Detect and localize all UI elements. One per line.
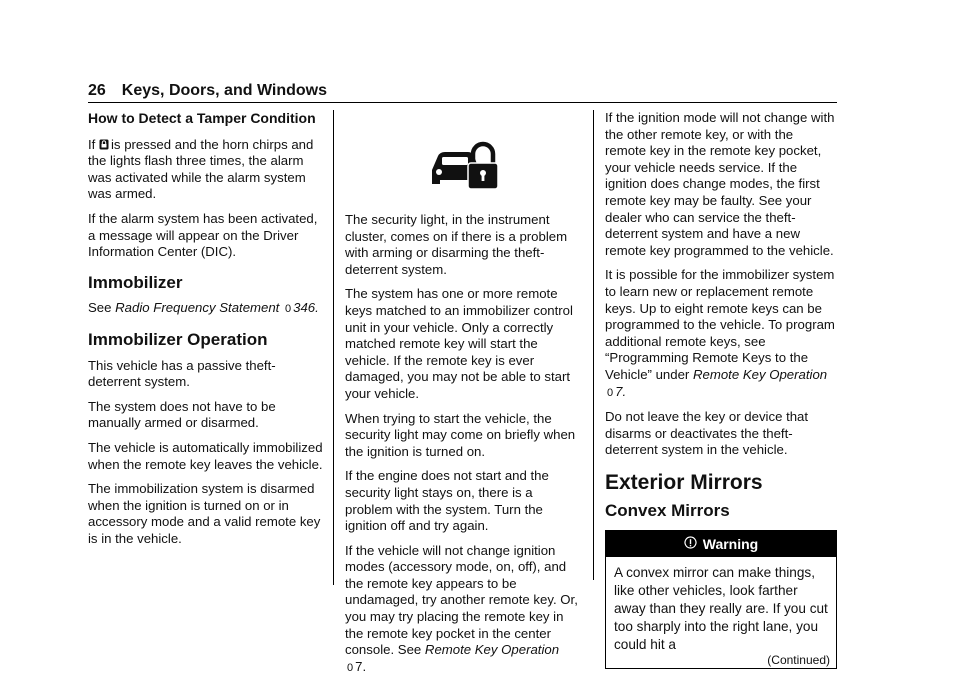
see-ref-link[interactable]: Radio Frequency Statement	[115, 300, 280, 316]
security-p5	[345, 543, 581, 677]
exterior-mirrors-heading: Exterior Mirrors	[605, 470, 763, 494]
tamper-paragraph	[88, 137, 324, 203]
security-p1: The security light, in the instrument cluster, comes on if there is a problem with arming or disarming the theft-deterrent system.	[345, 212, 568, 277]
security-p5-text: If the vehicle will not change ignition modes (accessory mode, on, off), and the remote key appears to be undamaged, try another remote key. Or, you may try placing the remote key in the remote key pocket in the center console. See	[345, 542, 578, 658]
column-divider	[333, 110, 334, 585]
warning-header	[606, 531, 836, 557]
warning-text: A convex mirror can make things, like other vehicles, look farther away than they really are. If you cut too sharply into the right lane, you could hit a	[614, 564, 828, 653]
operation-p3: The vehicle is automatically immobilized when the remote key leaves the vehicle.	[88, 439, 323, 472]
activated-paragraph: If the alarm system has been activated, a message will appear on the Driver Information Center (DIC).	[88, 210, 318, 260]
page-ref-arrow-icon: 0	[285, 303, 292, 316]
page-header	[88, 82, 327, 100]
remote-lock-icon	[99, 139, 109, 150]
column-divider	[593, 110, 594, 580]
program-keys-paragraph	[605, 267, 837, 401]
immobilizer-operation-heading: Immobilizer Operation	[88, 329, 268, 349]
operation-p2: The system does not have to be manually armed or disarmed.	[88, 398, 276, 431]
section-title: Keys, Doors, and Windows	[121, 82, 328, 99]
security-light-icon	[428, 140, 498, 192]
warning-title: Warning	[702, 536, 759, 553]
header-rule	[88, 102, 837, 103]
immobilizer-heading: Immobilizer	[88, 272, 183, 292]
tamper-pre: If	[88, 136, 96, 152]
continued-label: (Continued)	[767, 652, 830, 667]
security-p2: The system has one or more remote keys matched to an immobilizer control unit in your vehicle. Only a correctly matched remote key will start the vehicle. If the remote key is ever damaged, you may not be able to start your vehicle.	[345, 286, 573, 401]
operation-p4: The immobilization system is disarmed when the ignition is turned on or in accessory mode and a valid remote key is in the vehicle.	[88, 481, 321, 546]
see-reference: See Radio Frequency Statement 0 346.	[88, 300, 324, 318]
remote-key-operation-link[interactable]: Remote Key Operation	[424, 642, 560, 658]
see-ref-page[interactable]: 346	[293, 300, 316, 316]
page-ref-arrow-icon: 0	[607, 386, 614, 399]
security-p4: If the engine does not start and the security light stays on, there is a problem with the system. Turn the ignition off and try again.	[345, 468, 549, 534]
leave-key-paragraph: Do not leave the key or device that disarms or deactivates the theft-deterrent system in the vehicle.	[605, 409, 809, 458]
tamper-heading: How to Detect a Tamper Condition	[88, 110, 316, 126]
column-2	[345, 110, 581, 684]
program-keys-text: It is possible for the immobilizer system to learn new or replacement remote keys. Up to eight remote keys can be programmed to the vehicle. To program additional remote keys, see “Programming Remote Keys to the Vehicle” under	[605, 267, 835, 382]
page-ref-arrow-icon: 0	[347, 661, 354, 674]
see-prefix: See	[88, 300, 112, 316]
tamper-post: is pressed and the horn chirps and the lights flash three times, the alarm was activated while the alarm system was armed.	[88, 136, 314, 202]
program-keys-page[interactable]: 7.	[615, 383, 627, 399]
security-p5-page[interactable]: 7.	[355, 658, 367, 674]
warning-icon	[684, 536, 697, 549]
security-p3: When trying to start the vehicle, the security light may come on briefly when the ignition is turned on.	[345, 410, 576, 459]
operation-p1: This vehicle has a passive theft-deterrent system.	[88, 357, 276, 390]
warning-box	[605, 530, 837, 669]
column-3	[605, 110, 837, 669]
column-1	[88, 110, 324, 555]
page-number: 26	[88, 82, 106, 99]
service-paragraph: If the ignition mode will not change with the other remote key, or with the remote key in the remote key pocket, your vehicle needs service. If the ignition does change modes, the first remote key may be faulty. See your dealer who can service the theft-deterrent system and have a new remote key programmed to the vehicle.	[605, 110, 835, 258]
remote-key-operation-link[interactable]: Remote Key Operation	[692, 366, 828, 382]
convex-mirrors-heading: Convex Mirrors	[605, 501, 730, 521]
